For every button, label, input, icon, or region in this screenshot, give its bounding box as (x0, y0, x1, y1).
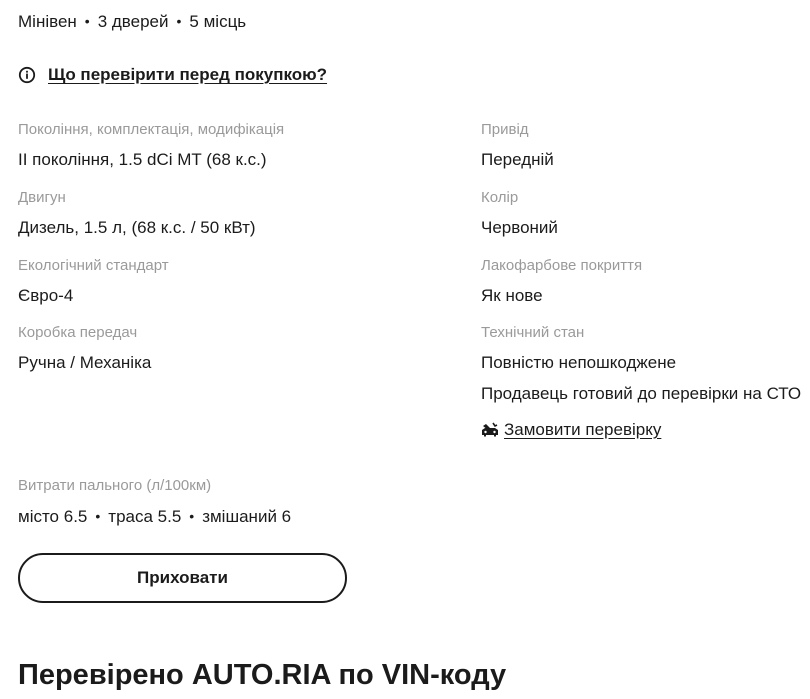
info-icon (18, 66, 36, 84)
spec-value: Дизель, 1.5 л, (68 к.с. / 50 кВт) (18, 218, 256, 237)
spec-eco-standard (18, 256, 169, 308)
separator-dot: • (189, 508, 195, 524)
spec-technical-condition (481, 323, 801, 406)
hide-button[interactable]: Приховати (18, 553, 347, 603)
spec-generation (18, 120, 284, 172)
spec-label: Двигун (18, 189, 66, 206)
spec-value: Передній (481, 150, 554, 169)
separator-dot: • (176, 13, 182, 29)
spec-value: II покоління, 1.5 dCi MT (68 к.с.) (18, 150, 267, 169)
separator-dot: • (95, 508, 101, 524)
separator-dot: • (84, 13, 90, 29)
spec-label: Привід (481, 121, 529, 138)
spec-label: Покоління, комплектація, модифікація (18, 121, 285, 138)
spec-label: Екологічний стандарт (18, 257, 169, 274)
spec-value: Як нове (481, 286, 543, 305)
fuel-consumption (18, 476, 291, 529)
car-inspection-icon (481, 422, 499, 438)
spec-transmission (18, 323, 151, 375)
spec-value: Червоний (481, 218, 558, 237)
order-check-row (481, 420, 661, 440)
spec-value: Ручна / Механіка (18, 353, 152, 372)
order-check-link[interactable]: Замовити перевірку (504, 420, 662, 439)
fuel-values (18, 504, 291, 529)
spec-label: Коробка передач (18, 324, 138, 341)
spec-value: Євро-4 (18, 286, 74, 305)
spec-engine (18, 188, 256, 240)
what-to-check-link[interactable]: Що перевірити перед покупкою? (48, 65, 328, 84)
vin-check-title: Перевірено AUTO.RIA по VIN-коду (18, 659, 507, 691)
seats-count: 5 місць (189, 12, 247, 31)
spec-paint (481, 256, 642, 308)
spec-value-secondary: Продавець готовий до перевірки на СТО (481, 384, 802, 403)
body-type: Мінівен (18, 12, 77, 31)
car-summary-row (18, 9, 246, 34)
fuel-city: місто 6.5 (18, 507, 88, 526)
fuel-label: Витрати пального (л/100км) (18, 477, 212, 494)
spec-label: Технічний стан (481, 324, 585, 341)
fuel-mixed: змішаний 6 (202, 507, 292, 526)
spec-value: Повністю непошкоджене (481, 353, 677, 372)
spec-drive (481, 120, 554, 172)
doors-count: 3 дверей (97, 12, 169, 31)
spec-label: Колір (481, 189, 519, 206)
spec-color (481, 188, 558, 240)
spec-label: Лакофарбове покриття (481, 257, 643, 274)
fuel-highway: траса 5.5 (108, 507, 182, 526)
what-to-check-row (18, 65, 327, 85)
